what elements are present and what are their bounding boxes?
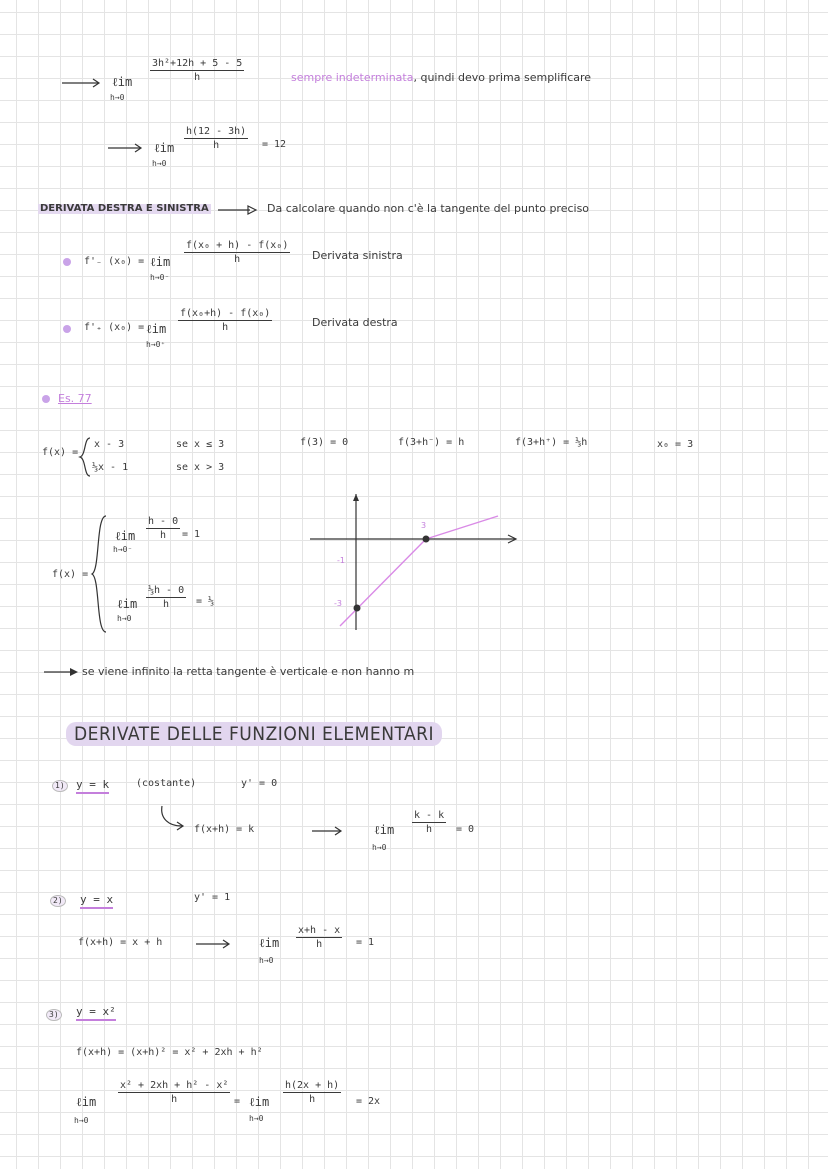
limit-symbol: ℓim xyxy=(249,1095,270,1109)
case-1: x - 3 xyxy=(94,439,125,450)
right-limit-fraction: $\frac{\text{⅓h - 0}}{h}$ xyxy=(148,585,185,610)
section-heading: DERIVATA DESTRA E SINISTRA xyxy=(40,203,209,214)
brace-icon xyxy=(78,437,92,477)
right-limit-result: = ⅓ xyxy=(196,596,215,607)
item3-fraction: $\frac{\text{x² + 2xh + h² - x²}}{h}$ xyxy=(120,1080,229,1105)
function-label: f(x) = xyxy=(42,447,79,458)
f3h-minus: f(3+h⁻) = h xyxy=(398,437,465,448)
arrow-icon xyxy=(44,667,80,677)
limit-symbol: ℓim xyxy=(115,529,136,543)
limit-subscript: h→0 xyxy=(372,843,387,852)
derivative-result: y' = 0 xyxy=(241,778,278,789)
graph-label-m1: -1 xyxy=(337,556,345,565)
limit-symbol: ℓim xyxy=(150,255,171,269)
point-0-m3 xyxy=(354,605,361,612)
fxh-expression: f(x+h) = x + h xyxy=(78,937,163,948)
heading-note: Da calcolare quando non c'è la tangente del punto preciso xyxy=(267,202,590,215)
limit-subscript: h→0 xyxy=(74,1116,89,1125)
limit-subscript: h→0 xyxy=(152,159,167,168)
item-number: 3) xyxy=(46,1009,62,1021)
brace-icon xyxy=(90,515,108,633)
x0-value: x₀ = 3 xyxy=(657,439,694,450)
fraction-1: $\frac{\text{3h²+12h + 5 - 5}}{h}$ xyxy=(152,58,243,83)
equals-sign: = xyxy=(234,1096,241,1107)
function-label: f(x) = xyxy=(52,569,89,580)
arrow-icon xyxy=(62,78,102,88)
fraction-2: $\frac{h(12 - 3h)}{h}$ xyxy=(186,126,247,151)
fxh-expression: f(x+h) = k xyxy=(194,824,255,835)
limit-symbol: ℓim xyxy=(76,1095,97,1109)
item2-fraction: $\frac{x+h - x}{h}$ xyxy=(298,925,341,950)
right-derivative-label: f'₊ (x₀) = xyxy=(84,322,145,333)
constant-note: (costante) xyxy=(136,778,197,789)
item2-result: = 1 xyxy=(356,937,375,948)
example-label: Es. 77 xyxy=(58,392,92,405)
graph-label-3: 3 xyxy=(421,521,427,530)
bullet-icon xyxy=(42,395,50,403)
limit-subscript: h→0 xyxy=(117,614,132,623)
item3-result: = 2x xyxy=(356,1096,381,1107)
item1-result: = 0 xyxy=(456,824,475,835)
point-3-0 xyxy=(423,536,430,543)
limit-subscript: h→0 xyxy=(259,956,274,965)
limit-subscript: h→0 xyxy=(249,1114,264,1123)
item3-fraction-2: $\frac{h(2x + h)}{h}$ xyxy=(285,1080,340,1105)
condition-1: se x ≤ 3 xyxy=(176,439,225,450)
limit-subscript: h→0 xyxy=(110,93,125,102)
derivative-result: y' = 1 xyxy=(194,892,231,903)
right-derivative-name: Derivata destra xyxy=(312,316,398,329)
arrow-icon xyxy=(312,826,344,836)
limit-subscript: h→0⁻ xyxy=(113,545,133,554)
item-number: 1) xyxy=(52,780,68,792)
limit-symbol: ℓim xyxy=(259,936,280,950)
f3-value: f(3) = 0 xyxy=(300,437,349,448)
curved-arrow-icon xyxy=(160,806,186,832)
segment-left xyxy=(340,539,426,626)
left-derivative-label: f'₋ (x₀) = xyxy=(84,256,145,267)
case-2: ⅓x - 1 xyxy=(92,462,129,473)
arrow-icon xyxy=(108,143,144,153)
result: = 12 xyxy=(262,139,287,150)
bullet-icon xyxy=(63,258,71,266)
left-limit-fraction: $\frac{h - 0}{h}$ xyxy=(148,516,179,541)
left-derivative-fraction: $\frac{\text{f(x₀ + h) - f(x₀)}}{h}$ xyxy=(186,240,289,265)
condition-2: se x > 3 xyxy=(176,462,225,473)
graph-label-m3: -3 xyxy=(334,599,342,608)
limit-symbol: ℓim xyxy=(374,823,395,837)
limit-subscript: h→0⁺ xyxy=(146,340,166,349)
bullet-icon xyxy=(63,325,71,333)
limit-subscript: h→0⁻ xyxy=(150,273,170,282)
right-derivative-fraction: $\frac{\text{f(x₀+h) - f(x₀)}}{h}$ xyxy=(180,308,271,333)
item1-fraction: $\frac{k - k}{h}$ xyxy=(414,810,445,835)
top-note: sempre indeterminata, quindi devo prima semplificare xyxy=(291,71,592,84)
infinity-note: se viene infinito la retta tangente è verticale e non hanno m xyxy=(82,665,415,678)
item-number: 2) xyxy=(50,895,66,907)
limit-symbol: ℓim xyxy=(154,141,175,155)
segment-right xyxy=(426,516,498,539)
function-y-x: y = x xyxy=(80,894,113,909)
limit-symbol: ℓim xyxy=(146,322,167,336)
y-axis-arrow-icon xyxy=(353,494,359,501)
section-title: DERIVATE DELLE FUNZIONI ELEMENTARI xyxy=(66,722,442,746)
function-y-k: y = k xyxy=(76,779,109,794)
arrow-icon xyxy=(218,205,258,215)
limit-symbol: ℓim xyxy=(117,597,138,611)
limit-symbol: ℓim xyxy=(112,75,133,89)
left-derivative-name: Derivata sinistra xyxy=(312,249,403,262)
function-y-x-squared: y = x² xyxy=(76,1006,116,1021)
arrow-icon xyxy=(196,939,232,949)
fxh-expression: f(x+h) = (x+h)² = x² + 2xh + h² xyxy=(76,1047,263,1058)
left-limit-result: = 1 xyxy=(182,529,201,540)
f3h-plus: f(3+h⁺) = ⅓h xyxy=(515,437,588,448)
